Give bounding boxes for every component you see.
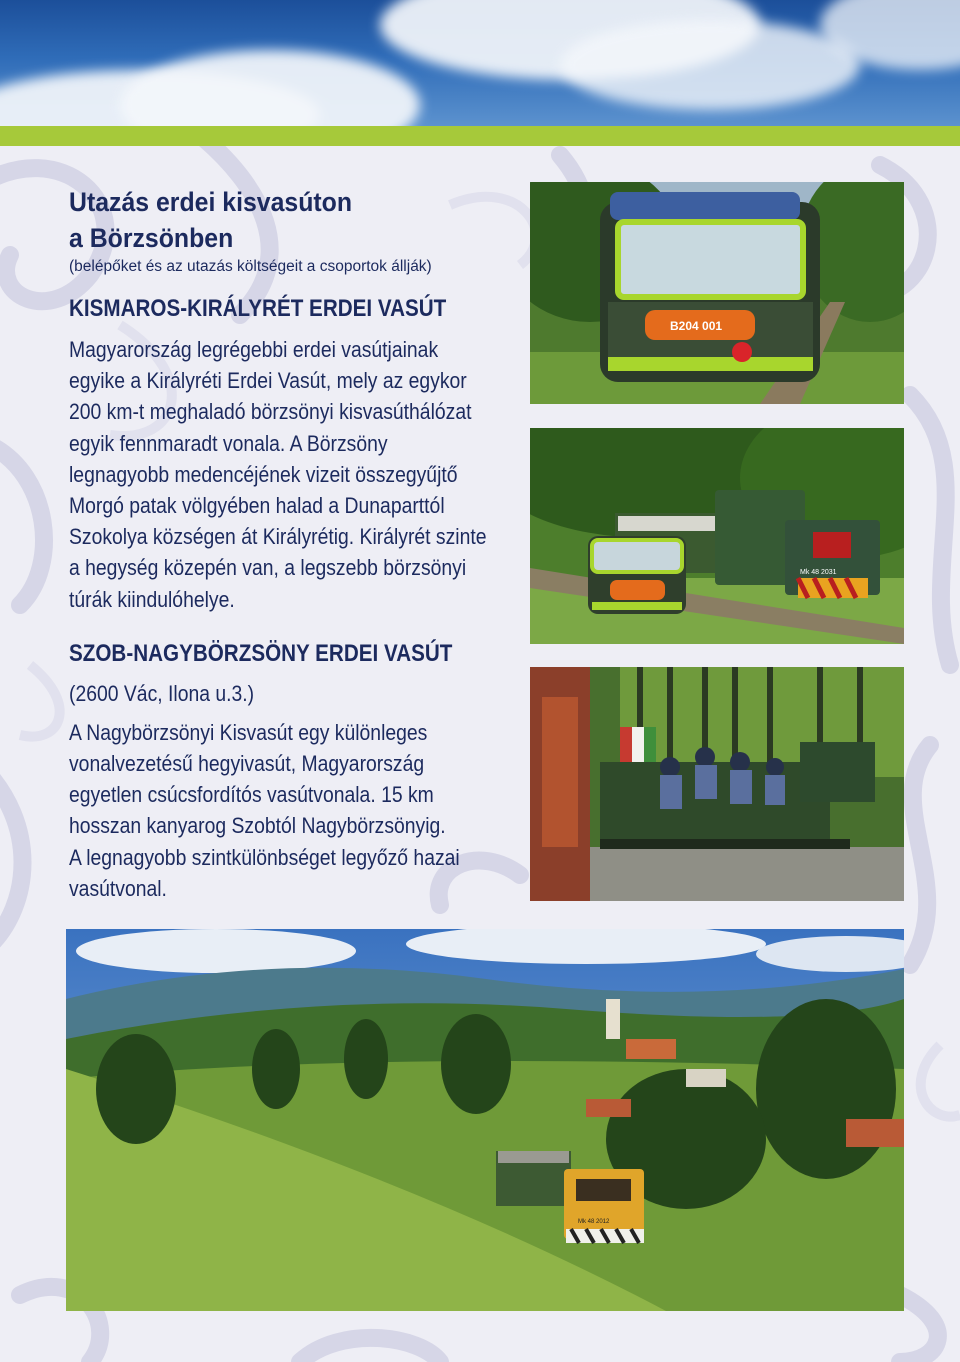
sky-banner (0, 0, 960, 128)
szob-address: (2600 Vác, Ilona u.3.) (69, 680, 255, 706)
szob-body: A Nagybörzsönyi Kisvasút egy különleges vonalvezetésű hegyivasút, Magyarország egyetlen csúcsfordítós vasútvonala. 15 km hosszan kanyarog Szobtól Nagybörzsönyig. A legnagyobb szintkülönbséget legyőző hazai vasútvonal. (69, 719, 460, 901)
locomotive-number: Mk 48 2031 (800, 569, 837, 576)
photo-open-carriages (530, 667, 904, 901)
szob-heading: SZOB-NAGYBÖRZSÖNY ERDEI VASÚT (69, 639, 453, 667)
section-title-line2: a Börzsönben (69, 223, 234, 253)
kismaros-heading: KISMAROS-KIRÁLYRÉT ERDEI VASÚT (69, 295, 447, 322)
text-column (69, 184, 539, 904)
photo-valley-landscape (66, 929, 904, 1311)
section-title-line1: Utazás erdei kisvasúton (69, 187, 353, 217)
valley-loco-number: Mk 48 2012 (578, 1219, 610, 1225)
kismaros-body: Magyarország legrégebbi erdei vasútjainak egyike a Királyréti Erdei Vasút, mely az egykor 200 km-t meghaladó börzsönyi kisvasúthálózat egyik fennmaradt vonala. A Börzsöny legnagyobb medencéjének vizeit összegyűjtő Morgó patak völgyében halad a Dunaparttól Szokolya községen át Királyrétig. Királyrét szinte a hegység közepén van, a legszebb börzsönyi túrák kiindulóhelye. (69, 337, 487, 612)
photo-solar-railcar (530, 182, 904, 404)
railcar-number: B204 001 (670, 319, 723, 333)
section-title (69, 184, 501, 256)
accent-bar (0, 126, 960, 146)
section-subtitle: (belépőket és az utazás költségeit a csoportok állják) (69, 258, 432, 275)
photo-locomotive-train (530, 428, 904, 644)
